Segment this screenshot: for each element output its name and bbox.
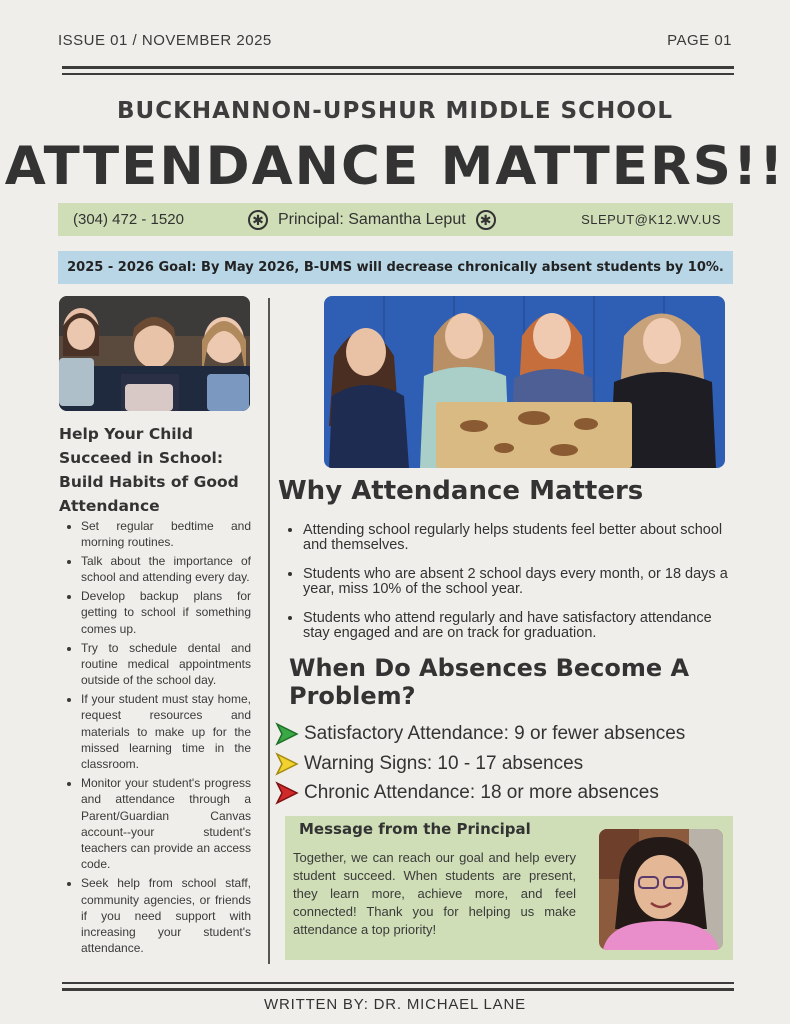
list-item: • Students who attend regularly and have satisfactory attendance stay engaged and are on track for graduation. <box>303 611 731 641</box>
column-divider <box>268 298 270 964</box>
why-heading: Why Attendance Matters <box>278 476 644 506</box>
list-item: • If your student must stay home, request resources and materials to make up for the missed learning time in the classroom. <box>81 691 251 772</box>
goal-banner: 2025 - 2026 Goal: By May 2026, B-UMS will decrease chronically absent students by 10%. <box>58 251 733 284</box>
level-label: Satisfactory Attendance: 9 or fewer absences <box>304 723 686 744</box>
issue-label: ISSUE 01 / NOVEMBER 2025 <box>58 32 272 49</box>
asterisk-icon: ✱ <box>248 210 268 230</box>
level-warning <box>275 752 583 776</box>
message-title: Message from the Principal <box>299 820 531 838</box>
why-list <box>283 523 731 655</box>
red-arrow-icon <box>275 781 299 805</box>
bottom-rule <box>62 988 734 991</box>
yellow-arrow-icon <box>275 752 299 776</box>
phone-number: (304) 472 - 1520 <box>73 211 184 228</box>
principal-line <box>248 210 496 230</box>
students-photo-large <box>324 296 725 468</box>
list-item: • Attending school regularly helps students feel better about school and themselves. <box>303 523 731 553</box>
level-label: Chronic Attendance: 18 or more absences <box>304 782 659 803</box>
habits-heading: Help Your Child Succeed in School: Build Habits of Good Attendance <box>59 425 239 515</box>
list-item: • Talk about the importance of school and attending every day. <box>81 553 251 586</box>
green-arrow-icon <box>275 722 299 746</box>
author-credit: WRITTEN BY: DR. MICHAEL LANE <box>264 996 526 1013</box>
contact-bar <box>58 203 733 236</box>
top-rule-thin <box>62 73 734 75</box>
students-photo-small <box>59 296 250 411</box>
page-label: PAGE 01 <box>667 32 732 49</box>
list-item: • Students who are absent 2 school days every month, or 18 days a year, miss 10% of the school year. <box>303 567 731 597</box>
top-rule <box>62 66 734 69</box>
list-item: • Seek help from school staff, community agencies, or friends if you need support with increasing your student's attendance. <box>81 875 251 956</box>
principal-name: Principal: Samantha Leput <box>278 210 466 228</box>
principal-photo <box>599 829 723 950</box>
level-label: Warning Signs: 10 - 17 absences <box>304 753 584 774</box>
list-item: • Develop backup plans for getting to school if something comes up. <box>81 588 251 637</box>
when-heading: When Do Absences Become A Problem? <box>289 654 690 710</box>
list-item: • Set regular bedtime and morning routines. <box>81 518 251 551</box>
message-body: Together, we can reach our goal and help every student succeed. When students are present, they learn more, achieve more, and feel connected! Thank you for helping us make attendance a top priority! <box>293 850 576 937</box>
bottom-rule-thin <box>62 982 734 984</box>
level-chronic <box>275 781 659 805</box>
asterisk-icon: ✱ <box>476 210 496 230</box>
habits-list <box>59 518 251 959</box>
principal-email: SLEPUT@K12.WV.US <box>581 212 721 227</box>
list-item: • Monitor your student's progress and attendance through a Parent/Guardian Canvas account--your student's teachers can provide an access code. <box>81 775 251 873</box>
level-satisfactory <box>275 722 685 746</box>
page-title: ATTENDANCE MATTERS!! <box>4 136 786 197</box>
list-item: • Try to schedule dental and routine medical appointments outside of the school day. <box>81 640 251 689</box>
school-name: BUCKHANNON-UPSHUR MIDDLE SCHOOL <box>116 98 673 124</box>
